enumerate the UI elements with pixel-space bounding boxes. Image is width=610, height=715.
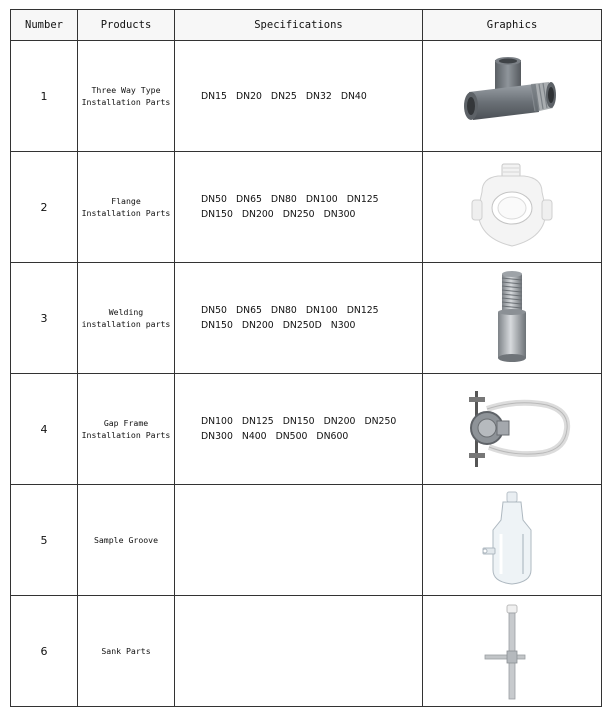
spec-cell: [175, 263, 423, 374]
spec-cell: [175, 596, 423, 707]
row-number: 5: [11, 485, 78, 596]
spec-value: DN150: [201, 320, 233, 331]
graphic-cell: [423, 485, 602, 596]
spec-cell: [175, 41, 423, 152]
specifications-table: [10, 9, 602, 707]
product-name: [78, 596, 175, 707]
header-row: [11, 10, 602, 41]
row-number: 3: [11, 263, 78, 374]
tee-pipe-fitting-icon: [457, 56, 567, 136]
spec-value: DN300: [201, 431, 233, 442]
white-flange-icon: [462, 162, 562, 252]
spec-value: N300: [330, 320, 356, 331]
spec-cell: [175, 374, 423, 485]
row-number: 2: [11, 152, 78, 263]
spec-value: DN300: [323, 209, 356, 220]
spec-value: DN250: [364, 416, 397, 427]
spec-value: DN125: [346, 305, 379, 316]
spec-line: [175, 429, 422, 444]
product-line: Sample Groove: [93, 535, 159, 545]
spec-cell: [175, 485, 423, 596]
table-row: [11, 374, 602, 485]
product-line: Sank Parts: [101, 646, 151, 656]
spec-value: DN40: [340, 90, 367, 102]
row-number: 4: [11, 374, 78, 485]
header-specifications: Specifications: [175, 10, 423, 41]
spec-line: [175, 207, 422, 222]
product-name: [78, 152, 175, 263]
spec-value: DN80: [270, 194, 297, 205]
spec-value: DN200: [241, 209, 274, 220]
product-name: [78, 374, 175, 485]
spec-line: [175, 303, 422, 318]
graphic-cell: [423, 41, 602, 152]
graphic-cell: [423, 152, 602, 263]
spec-value: DN600: [316, 431, 349, 442]
spec-value: DN20: [235, 90, 262, 102]
table-row: [11, 596, 602, 707]
spec-value: DN65: [235, 305, 262, 316]
spec-value: DN250D: [282, 320, 322, 331]
spec-value: DN200: [323, 416, 356, 427]
product-line: Flange: [111, 196, 141, 206]
product-line: Three Way Type: [91, 85, 161, 95]
spec-value: DN100: [305, 305, 338, 316]
product-name: [78, 485, 175, 596]
spec-cell: [175, 152, 423, 263]
spec-value: DN50: [201, 194, 227, 205]
spec-value: DN32: [305, 90, 332, 102]
sink-rod-icon: [477, 601, 547, 701]
product-line: Gap Frame: [103, 418, 149, 428]
row-number: 6: [11, 596, 78, 707]
product-name: [78, 41, 175, 152]
graphic-cell: [423, 374, 602, 485]
spec-line: [175, 414, 422, 429]
sample-groove-icon: [477, 490, 547, 590]
product-line: Welding: [108, 307, 144, 317]
spec-value: DN200: [241, 320, 274, 331]
spec-line: [175, 192, 422, 207]
product-line: Installation Parts: [81, 97, 171, 107]
spec-line: [175, 89, 422, 104]
product-line: Installation Parts: [81, 430, 171, 440]
welding-nipple-icon: [482, 270, 542, 366]
spec-value: DN100: [201, 416, 233, 427]
spec-value: DN25: [270, 90, 297, 102]
product-line: installation parts: [81, 319, 171, 329]
header-products: Products: [78, 10, 175, 41]
spec-value: DN150: [282, 416, 315, 427]
spec-value: DN250: [282, 209, 315, 220]
table-row: [11, 263, 602, 374]
spec-value: DN150: [201, 209, 233, 220]
spec-value: DN500: [275, 431, 308, 442]
spec-value: DN15: [201, 90, 227, 102]
header-graphics: Graphics: [423, 10, 602, 41]
spec-line: [175, 318, 422, 333]
spec-value: N400: [241, 431, 267, 442]
spec-value: DN50: [201, 305, 227, 316]
table-row: [11, 485, 602, 596]
table-row: [11, 41, 602, 152]
spec-value: DN100: [305, 194, 338, 205]
spec-value: DN65: [235, 194, 262, 205]
spec-value: DN125: [346, 194, 379, 205]
product-name: [78, 263, 175, 374]
graphic-cell: [423, 596, 602, 707]
pipe-clamp-icon: [447, 387, 577, 471]
header-number: Number: [11, 10, 78, 41]
table-row: [11, 152, 602, 263]
row-number: 1: [11, 41, 78, 152]
spec-value: DN80: [270, 305, 297, 316]
graphic-cell: [423, 263, 602, 374]
product-line: Installation Parts: [81, 208, 171, 218]
spec-value: DN125: [241, 416, 274, 427]
